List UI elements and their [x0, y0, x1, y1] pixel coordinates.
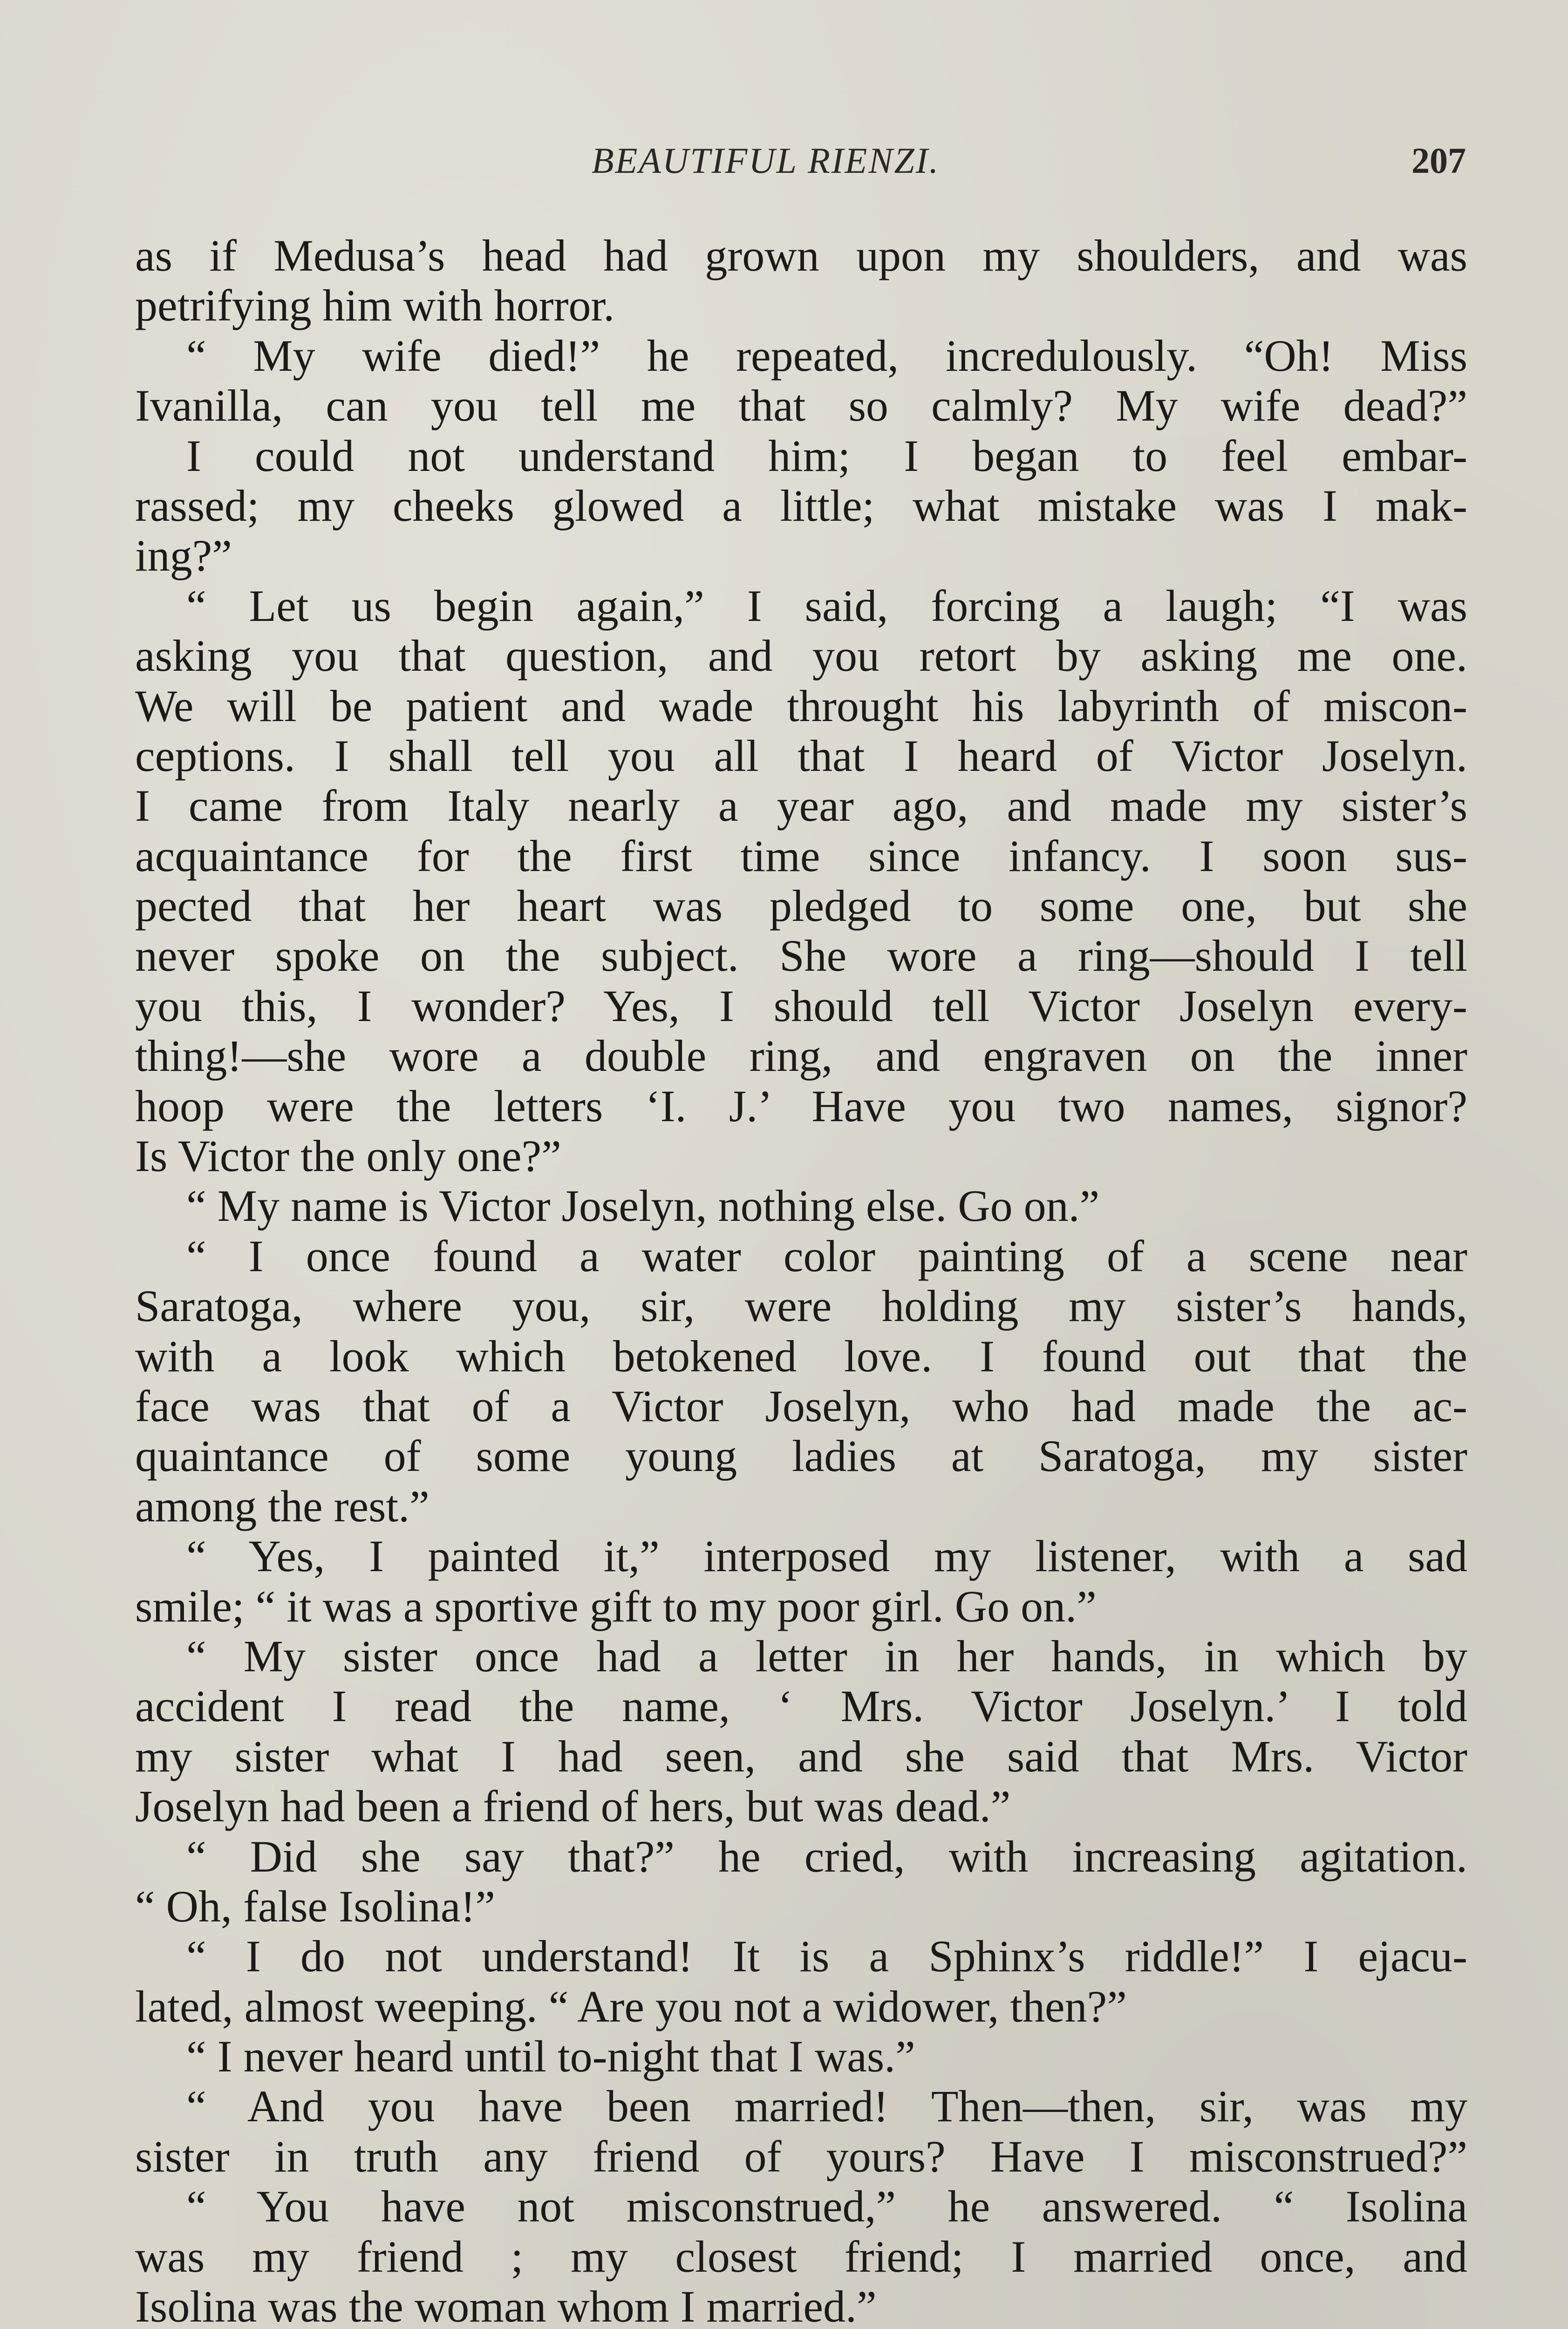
text-line: “ Let us begin again,” I said, forcing a laugh; “I was	[186, 580, 1467, 631]
text-line: face was that of a Victor Joselyn, who had made the ac-	[135, 1381, 1467, 1431]
text-line: was my friend ; my closest friend; I married once, and	[135, 2231, 1467, 2281]
text-line: pected that her heart was pledged to some one, but she	[135, 881, 1467, 931]
text-line: lated, almost weeping. “ Are you not a widower, then?”	[135, 1981, 1127, 2031]
text-line: ing?”	[135, 531, 232, 581]
text-line: petrifying him with horror.	[135, 280, 615, 331]
text-line: my sister what I had seen, and she said that Mrs. Victor	[135, 1731, 1467, 1781]
text-line: “ And you have been married! Then—then, sir, was my	[186, 2081, 1467, 2132]
text-line: “ My name is Victor Joselyn, nothing else. Go on.”	[186, 1181, 1100, 1231]
text-line: “ I never heard until to-night that I was.”	[186, 2031, 915, 2082]
text-line: asking you that question, and you retort by asking me one.	[135, 631, 1467, 681]
text-line: smile; “ it was a sportive gift to my poor girl. Go on.”	[135, 1581, 1097, 1631]
text-line: with a look which betokened love. I found out that the	[135, 1331, 1467, 1381]
text-line: Isolina was the woman whom I married.”	[135, 2281, 877, 2329]
text-line: as if Medusa’s head had grown upon my shoulders, and was	[135, 231, 1467, 280]
text-line: Is Victor the only one?”	[135, 1131, 561, 1181]
body-text	[135, 231, 1467, 2329]
text-line: accident I read the name, ‘ Mrs. Victor Joselyn.’ I told	[135, 1681, 1467, 1731]
text-line: “ My wife died!” he repeated, incredulously. “Oh! Miss	[186, 330, 1467, 381]
running-title: BEAUTIFUL RIENZI.	[592, 140, 940, 181]
text-line: “ Oh, false Isolina!”	[135, 1881, 496, 1931]
text-line: “ Yes, I painted it,” interposed my listener, with a sad	[186, 1531, 1467, 1581]
text-line: “ You have not misconstrued,” he answered. “ Isolina	[186, 2181, 1467, 2232]
text-line: “ My sister once had a letter in her hands, in which by	[186, 1631, 1467, 1681]
text-line: hoop were the letters ‘I. J.’ Have you two names, signor?	[135, 1081, 1467, 1131]
text-line: you this, I wonder? Yes, I should tell Victor Joselyn every-	[135, 981, 1467, 1031]
text-line: thing!—she wore a double ring, and engraven on the inner	[135, 1031, 1467, 1081]
text-line: Saratoga, where you, sir, were holding my sister’s hands,	[135, 1281, 1467, 1331]
text-line: Ivanilla, can you tell me that so calmly? My wife dead?”	[135, 381, 1467, 431]
text-line: Joselyn had been a friend of hers, but was dead.”	[135, 1781, 1011, 1832]
text-line: sister in truth any friend of yours? Have I misconstrued?”	[135, 2131, 1467, 2181]
text-line: among the rest.”	[135, 1481, 429, 1531]
text-line: I came from Italy nearly a year ago, and made my sister’s	[135, 781, 1467, 831]
text-line: rassed; my cheeks glowed a little; what mistake was I mak-	[135, 480, 1467, 531]
page-header	[0, 140, 1568, 196]
text-line: ceptions. I shall tell you all that I heard of Victor Joselyn.	[135, 730, 1467, 781]
text-line: quaintance of some young ladies at Saratoga, my sister	[135, 1431, 1467, 1481]
text-line: “ Did she say that?” he cried, with increasing agitation.	[186, 1831, 1467, 1881]
text-line: “ I do not understand! It is a Sphinx’s riddle!” I ejacu-	[186, 1931, 1467, 1982]
page-number: 207	[1411, 140, 1466, 181]
text-line: I could not understand him; I began to feel embar-	[186, 430, 1467, 481]
text-line: acquaintance for the first time since infancy. I soon sus-	[135, 831, 1467, 881]
text-line: never spoke on the subject. She wore a ring—should I tell	[135, 931, 1467, 981]
text-line: We will be patient and wade throught his labyrinth of miscon-	[135, 681, 1467, 731]
text-line: “ I once found a water color painting of a scene near	[186, 1231, 1467, 1281]
